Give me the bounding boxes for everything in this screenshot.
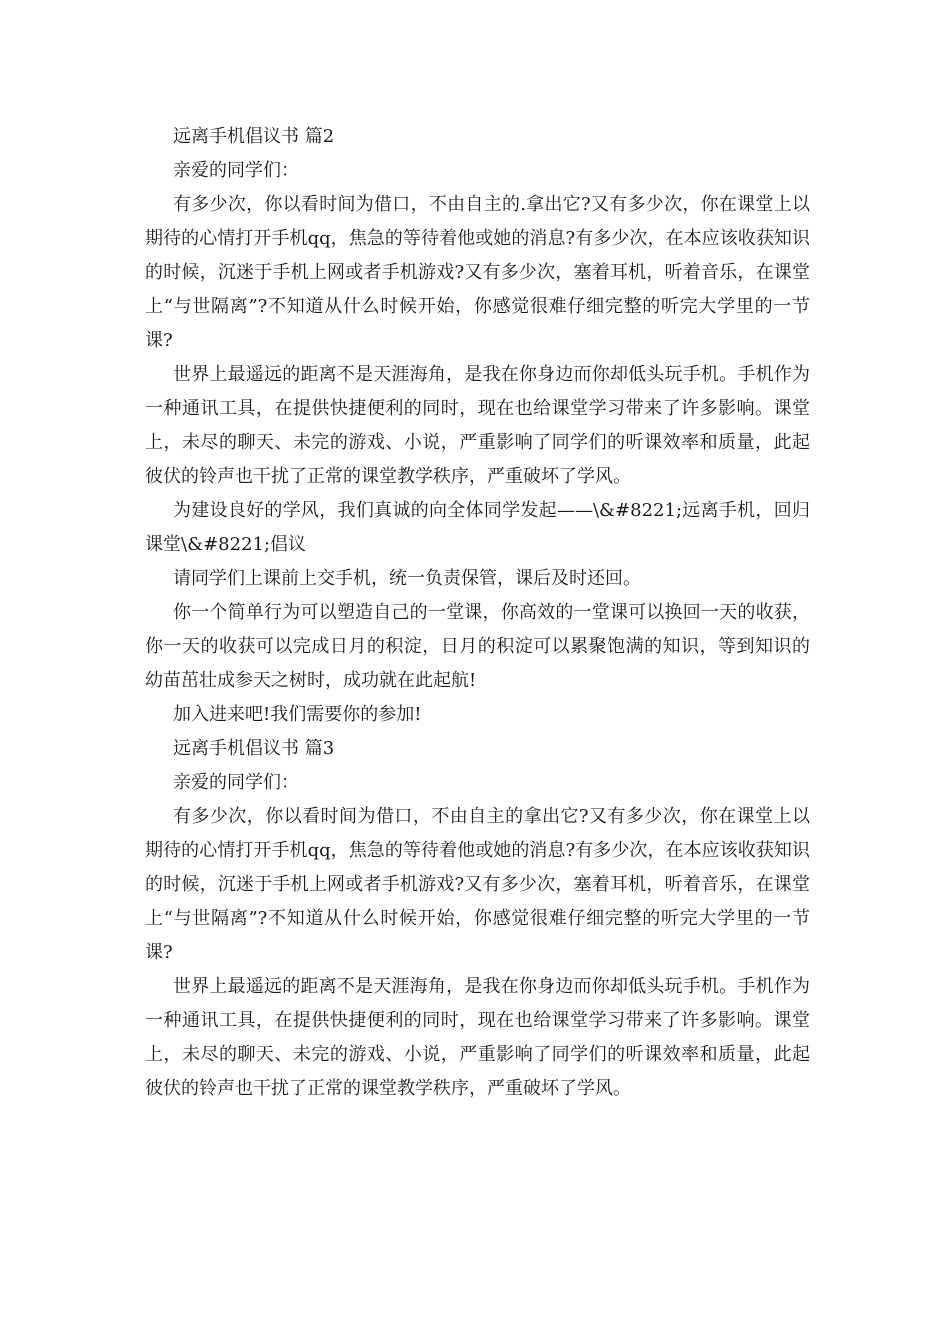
section-title: 远离手机倡议书 篇3 bbox=[173, 738, 335, 759]
paragraph: 你一个简单行为可以塑造自己的一堂课，你高效的一堂课可以换回一天的收获，你一天的收获可以完成日月的积淀，日月的积淀可以累聚饱满的知识，等到知识的幼苗茁壮成参天之树时，成功就在此起航! bbox=[145, 602, 810, 691]
paragraph: 世界上最遥远的距离不是天涯海角，是我在你身边而你却低头玩手机。手机作为一种通讯工具，在提供快捷便利的同时，现在也给课堂学习带来了许多影响。课堂上，未尽的聊天、未完的游戏、小说，严重影响了同学们的听课效率和质量，此起彼伏的铃声也干扰了正常的课堂教学秩序，严重破坏了学风。 bbox=[145, 976, 810, 1099]
paragraph: 有多少次，你以看时间为借口，不由自主的.拿出它?又有多少次，你在课堂上以期待的心情打开手机qq，焦急的等待着他或她的消息?有多少次，在本应该收获知识的时候，沉迷于手机上网或者手机游戏?又有多少次，塞着耳机，听着音乐，在课堂上“与世隔离”?不知道从什么时候开始，你感觉很难仔细完整的听完大学里的一节课? bbox=[145, 194, 810, 351]
paragraph: 为建设良好的学风，我们真诚的向全体同学发起——\&#8221;远离手机，回归课堂\&#8221;倡议 bbox=[145, 500, 810, 555]
paragraph: 请同学们上课前上交手机，统一负责保管，课后及时还回。 bbox=[173, 568, 641, 589]
greeting: 亲爱的同学们： bbox=[173, 772, 299, 793]
paragraph: 加入进来吧!我们需要你的参加! bbox=[173, 704, 422, 725]
paragraph: 世界上最遥远的距离不是天涯海角，是我在你身边而你却低头玩手机。手机作为一种通讯工具，在提供快捷便利的同时，现在也给课堂学习带来了许多影响。课堂上，未尽的聊天、未完的游戏、小说，严重影响了同学们的听课效率和质量，此起彼伏的铃声也干扰了正常的课堂教学秩序，严重破坏了学风。 bbox=[145, 364, 810, 487]
document-body bbox=[145, 120, 810, 1106]
greeting: 亲爱的同学们： bbox=[173, 160, 299, 181]
paragraph: 有多少次，你以看时间为借口，不由自主的拿出它?又有多少次，你在课堂上以期待的心情打开手机qq，焦急的等待着他或她的消息?有多少次，在本应该收获知识的时候，沉迷于手机上网或者手机游戏?又有多少次，塞着耳机，听着音乐，在课堂上“与世隔离”?不知道从什么时候开始，你感觉很难仔细完整的听完大学里的一节课? bbox=[145, 806, 810, 963]
section-title: 远离手机倡议书 篇2 bbox=[173, 126, 335, 147]
